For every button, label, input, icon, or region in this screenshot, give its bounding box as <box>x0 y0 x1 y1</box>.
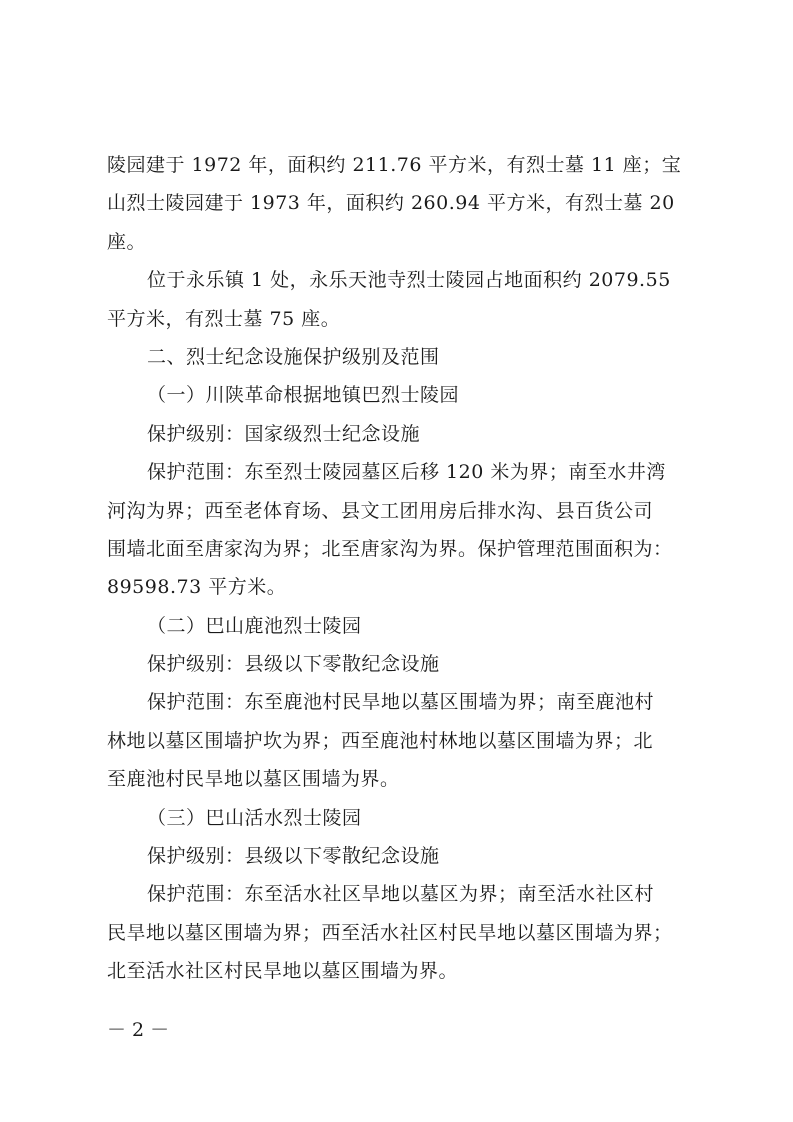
protection-scope-line: 民旱地以墓区围墙为界；西至活水社区村民旱地以墓区围墙为界； <box>107 921 673 944</box>
body-text-line: 座。 <box>107 230 147 253</box>
protection-scope-line: 至鹿池村民旱地以墓区围墙为界。 <box>107 768 400 791</box>
protection-scope-line: 89598.73 平方米。 <box>107 576 287 599</box>
subsection-heading: （一）川陕革命根据地镇巴烈士陵园 <box>147 384 460 407</box>
protection-scope-line: 北至活水社区村民旱地以墓区围墙为界。 <box>107 960 459 983</box>
protection-scope-line: 保护范围：东至活水社区旱地以墓区为界；南至活水社区村 <box>147 883 655 906</box>
protection-level: 保护级别：县级以下零散纪念设施 <box>147 653 440 676</box>
body-text-line: 山烈士陵园建于 1973 年，面积约 260.94 平方米，有烈士墓 20 <box>107 192 675 215</box>
subsection-heading: （二）巴山鹿池烈士陵园 <box>147 614 362 637</box>
document-body <box>107 146 697 991</box>
body-text-line: 陵园建于 1972 年，面积约 211.76 平方米，有烈士墓 11 座；宝 <box>107 154 682 176</box>
protection-level: 保护级别：国家级烈士纪念设施 <box>147 422 421 445</box>
protection-scope-line: 保护范围：东至烈士陵园墓区后移 120 米为界；南至水井湾 <box>147 461 666 484</box>
protection-scope-line: 林地以墓区围墙护坎为界；西至鹿池村林地以墓区围墙为界；北 <box>107 729 654 752</box>
protection-level: 保护级别：县级以下零散纪念设施 <box>147 845 440 868</box>
subsection-heading: （三）巴山活水烈士陵园 <box>147 806 362 829</box>
body-text-line: 平方米，有烈士墓 75 座。 <box>107 307 341 330</box>
body-text-line: 位于永乐镇 1 处，永乐天池寺烈士陵园占地面积约 2079.55 <box>147 269 671 292</box>
protection-scope-line: 围墙北面至唐家沟为界；北至唐家沟为界。保护管理范围面积为： <box>107 537 673 560</box>
protection-scope-line: 保护范围：东至鹿池村民旱地以墓区围墙为界；南至鹿池村 <box>147 691 655 714</box>
page-number: － 2 － <box>107 1019 170 1041</box>
protection-scope-line: 河沟为界；西至老体育场、县文工团用房后排水沟、县百货公司 <box>107 499 654 522</box>
section-heading: 二、烈士纪念设施保护级别及范围 <box>147 345 440 368</box>
